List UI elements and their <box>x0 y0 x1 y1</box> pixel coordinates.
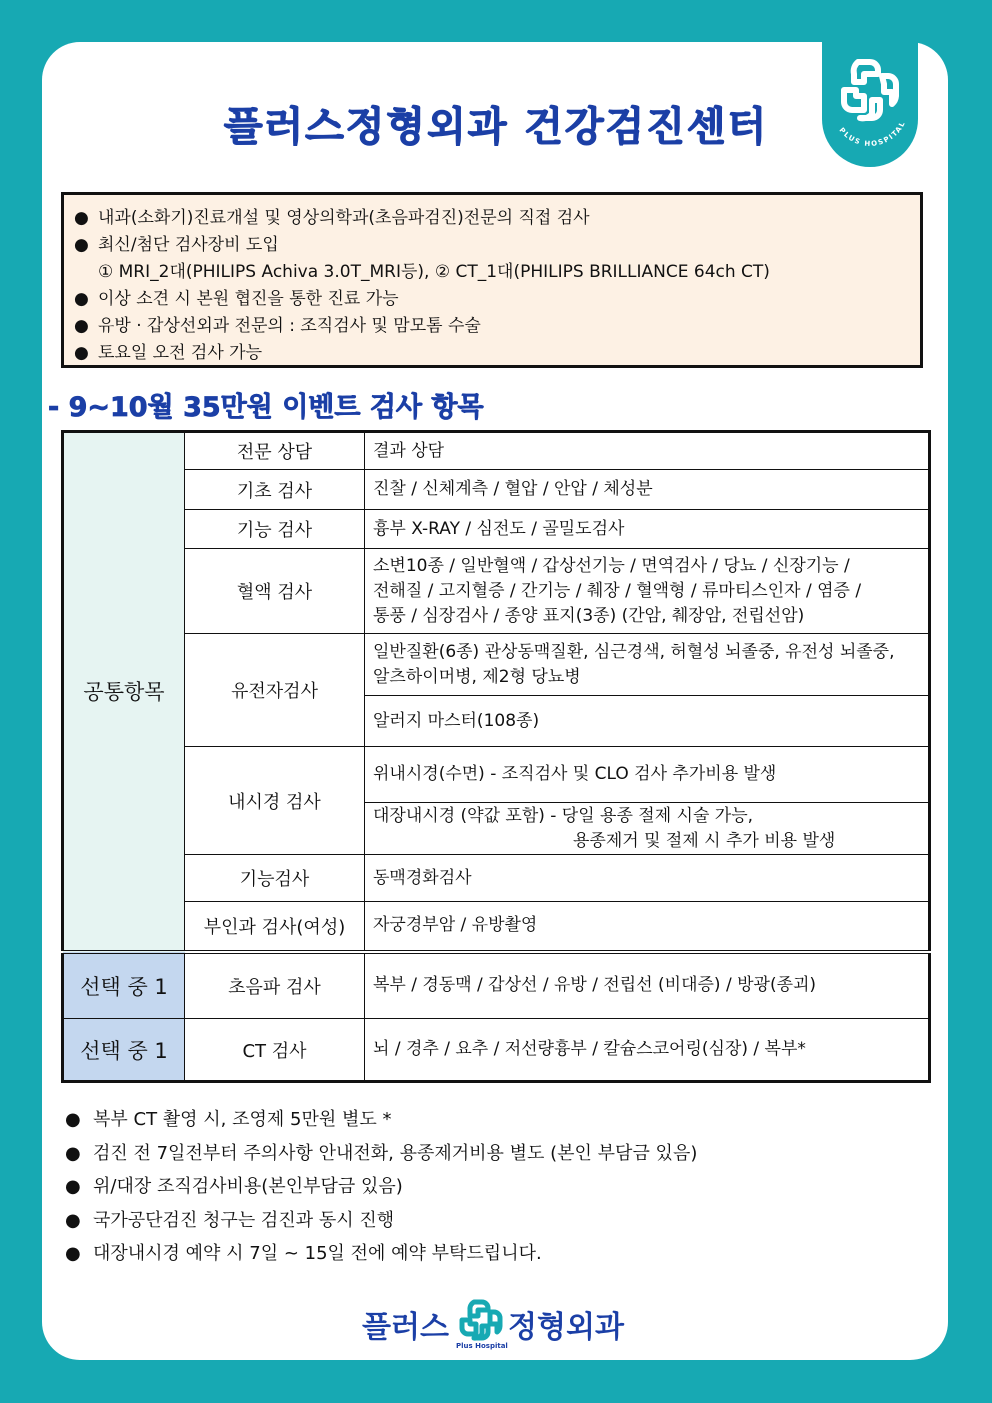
row-value: 동맥경화검사 <box>365 855 930 902</box>
row-value: 위내시경(수면) - 조직검사 및 CLO 검사 추가비용 발생 <box>365 747 930 803</box>
row-value: 복부 / 경동맥 / 갑상선 / 유방 / 전립선 (비대증) / 방광(종괴) <box>365 952 930 1019</box>
footer-sub: Plus Hospital <box>456 1342 508 1350</box>
badge-text: PLUS HOSPITAL <box>837 119 908 148</box>
row-value: 대장내시경 (약값 포함) - 당일 용종 절제 시술 가능, 용종제거 및 절제 시 추가 비용 발생 <box>365 803 930 855</box>
plus-logo-icon <box>456 1298 504 1342</box>
bullet-icon: ● <box>65 1142 81 1164</box>
info-line: ● 내과(소화기)진료개설 및 영상의학과(초음파검진)전문의 직접 검사 <box>74 205 920 232</box>
row-value: 일반질환(6종) 관상동맥질환, 심근경색, 허혈성 뇌졸중, 유전성 뇌졸중, 알츠하이머병, 제2형 당뇨병 <box>365 634 930 696</box>
bullet-icon: ● <box>65 1176 81 1197</box>
info-line: ● 이상 소견 시 본원 협진을 통한 진료 가능 <box>74 286 920 313</box>
bullet-icon: ● <box>74 343 89 363</box>
bullet-icon: ● <box>74 235 89 255</box>
note-item: ● 위/대장 조직검사비용(본인부담금 있음) <box>65 1170 697 1204</box>
table-row <box>63 432 930 470</box>
row-label: 기초 검사 <box>185 470 365 510</box>
row-label: 부인과 검사(여성) <box>185 902 365 952</box>
footer-logo <box>362 1298 642 1353</box>
row-value: 소변10종 / 일반혈액 / 갑상선기능 / 면역검사 / 당뇨 / 신장기능 / 전해질 / 고지혈증 / 간기능 / 췌장 / 혈액형 / 류마티스인자 / 염증 / 통풍 / 심장검사 / 종양 표지(3종) (간암, 췌장암, 전립선암) <box>365 549 930 634</box>
row-value: 흉부 X-RAY / 심전도 / 골밀도검사 <box>365 510 930 549</box>
table-row <box>63 510 930 549</box>
table-row <box>63 855 930 902</box>
notes-list <box>65 1103 697 1271</box>
row-label: 전문 상담 <box>185 432 365 470</box>
row-label: 유전자검사 <box>185 634 365 747</box>
row-value: 진찰 / 신체계측 / 혈압 / 안압 / 체성분 <box>365 470 930 510</box>
bullet-icon: ● <box>74 289 89 309</box>
option-label: 선택 중 1 <box>63 1019 185 1082</box>
row-label: 초음파 검사 <box>185 952 365 1019</box>
table-row <box>63 470 930 510</box>
row-label: 기능 검사 <box>185 510 365 549</box>
row-value: 결과 상담 <box>365 432 930 470</box>
note-item: ● 검진 전 7일전부터 주의사항 안내전화, 용종제거비용 별도 (본인 부담금 있음) <box>65 1137 697 1171</box>
table-row <box>63 634 930 696</box>
table-row <box>63 549 930 634</box>
page-title: 플러스정형외과 건강검진센터 <box>223 104 769 150</box>
exam-table <box>61 430 931 1083</box>
table-row <box>63 902 930 952</box>
info-line: ① MRI_2대(PHILIPS Achiva 3.0T_MRI등), ② CT_1대(PHILIPS BRILLIANCE 64ch CT) <box>98 262 770 282</box>
footer-brand-left: 플러스 <box>362 1310 449 1345</box>
section-title: - 9~10월 35만원 이벤트 검사 항목 <box>48 392 484 423</box>
note-item: ● 복부 CT 촬영 시, 조영제 5만원 별도 * <box>65 1103 697 1137</box>
info-line: ● 최신/첨단 검사장비 도입 <box>74 232 920 259</box>
row-value: 자궁경부암 / 유방촬영 <box>365 902 930 952</box>
bullet-icon: ● <box>65 1209 81 1231</box>
note-item: ● 국가공단검진 청구는 검진과 동시 진행 <box>65 1204 697 1238</box>
table-row <box>63 952 930 1019</box>
info-box <box>61 192 923 368</box>
bullet-icon: ● <box>65 1243 81 1264</box>
row-label: 기능검사 <box>185 855 365 902</box>
note-item: ● 대장내시경 예약 시 7일 ~ 15일 전에 예약 부탁드립니다. <box>65 1237 697 1271</box>
row-label: 혈액 검사 <box>185 549 365 634</box>
row-value: 알러지 마스터(108종) <box>365 696 930 747</box>
table-row <box>63 1019 930 1082</box>
table-row <box>63 747 930 803</box>
bullet-icon: ● <box>65 1109 81 1130</box>
info-line: ● 토요일 오전 검사 가능 <box>74 340 920 367</box>
bullet-icon: ● <box>74 208 89 228</box>
common-label: 공통항목 <box>63 432 185 952</box>
row-label: 내시경 검사 <box>185 747 365 855</box>
bullet-icon: ● <box>74 316 89 336</box>
footer-brand-right: 정형외과 <box>508 1310 624 1345</box>
option-label: 선택 중 1 <box>63 952 185 1019</box>
row-label: CT 검사 <box>185 1019 365 1082</box>
info-line: ● 유방 · 갑상선외과 전문의 : 조직검사 및 맘모톰 수술 <box>74 313 920 340</box>
row-value: 뇌 / 경추 / 요추 / 저선량흉부 / 칼슘스코어링(심장) / 복부* <box>365 1019 930 1082</box>
